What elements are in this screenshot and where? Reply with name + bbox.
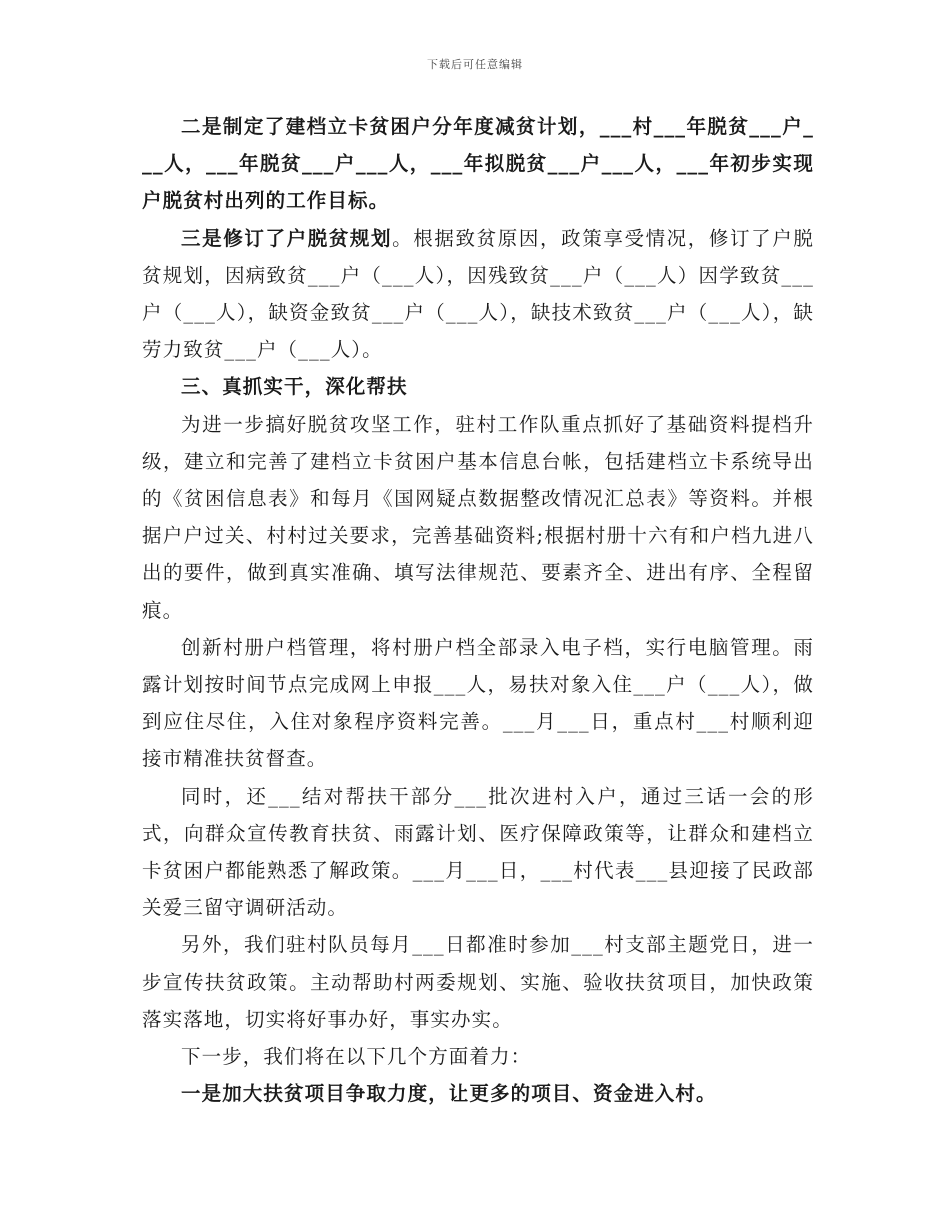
section-heading-text: 三、真抓实干，深化帮扶: [181, 375, 408, 399]
paragraph-text: 为进一步搞好脱贫攻坚工作，驻村工作队重点抓好了基础资料提档升级，建立和完善了建档立卡贫困户基本信息台帐，包括建档立卡系统导出的《贫困信息表》和每月《国网疑点数据整改情况汇总表》等资料。并根据户户过关、村村过关要求，完善基础资料;根据村册十六有和户档九进八出的要件，做到真实准确、填写法律规范、要素齐全、进出有序、全程留痕。: [142, 412, 814, 622]
paragraph-text: 一是加大扶贫项目争取力度，让更多的项目、资金进入村。: [181, 1082, 717, 1106]
paragraph-first-focus: [142, 1075, 814, 1112]
page-header: 下载后可任意编辑: [427, 58, 523, 71]
paragraph-text: 。根据致贫原因，政策享受情况，修订了户脱贫规划，因病致贫___户（___人），因残致贫___户（___人）因学致贫___户（___人），缺资金致贫___户（___人），缺技术致贫___户（___人），缺劳力致贫___户（___人）。: [142, 226, 814, 362]
paragraph-party-day: [142, 926, 814, 1038]
paragraph-text: 下一步，我们将在以下几个方面着力：: [181, 1045, 532, 1069]
paragraph-next-steps: [142, 1038, 814, 1075]
paragraph-text: 同时，还___结对帮扶干部分___批次进村入户，通过三话一会的形式，向群众宣传教育扶贫、雨露计划、医疗保障政策等，让群众和建档立卡贫困户都能熟悉了解政策。___月___日，___村代表___县迎接了民政部关爱三留守调研活动。: [142, 784, 814, 920]
paragraph-text: 二是制定了建档立卡贫困户分年度减贫计划，___村___年脱贫___户___人，___年脱贫___户___人，___年拟脱贫___户___人，___年初步实现户脱贫村出列的工作目标。: [142, 115, 814, 213]
paragraph-text: 另外，我们驻村队员每月___日都准时参加___村支部主题党日，进一步宣传扶贫政策。主动帮助村两委规划、实施、验收扶贫项目，加快政策落实落地，切实将好事办好，事实办实。: [142, 933, 814, 1031]
paragraph-poverty-plan: [142, 108, 814, 220]
paragraph-revised-plan: [142, 220, 814, 369]
document-body: [142, 108, 814, 1112]
paragraph-policy-publicity: [142, 778, 814, 927]
paragraph-archive-management: [142, 629, 814, 778]
paragraph-basic-data: [142, 406, 814, 629]
paragraph-lead: 三是修订了户脱贫规划: [181, 226, 393, 250]
paragraph-text: 创新村册户档管理，将村册户档全部录入电子档，实行电脑管理。雨露计划按时间节点完成网上申报___人，易扶对象入住___户（___人），做到应住尽住，入住对象程序资料完善。___月___日，重点村___村顺利迎接市精准扶贫督查。: [142, 635, 814, 771]
section-heading: [142, 368, 814, 405]
